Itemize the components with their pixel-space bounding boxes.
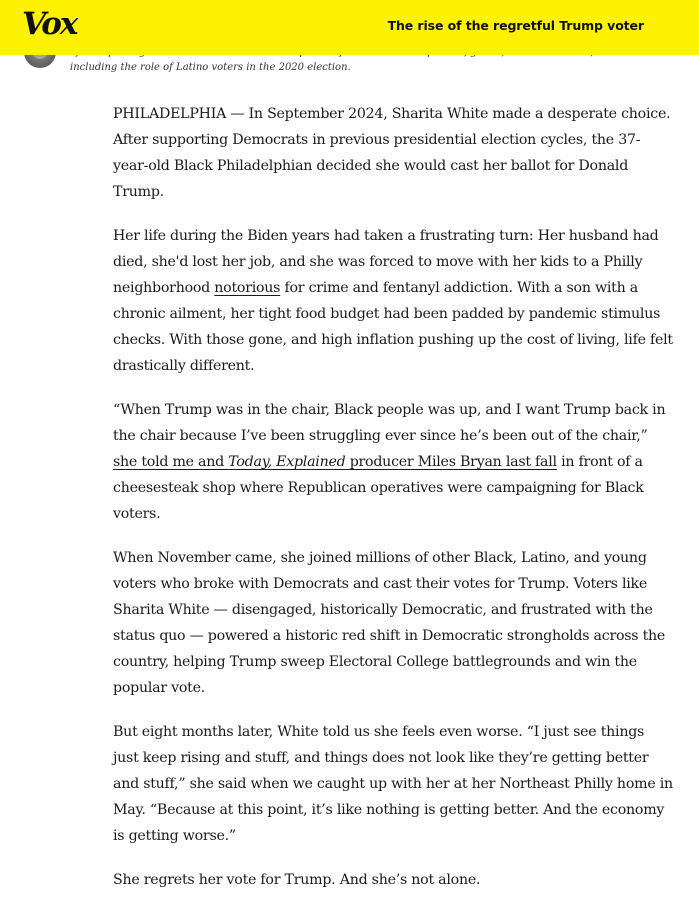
interview-link[interactable]	[113, 454, 557, 470]
paragraph-2	[113, 223, 673, 379]
article-body	[113, 101, 673, 911]
vox-logo[interactable]: Vox	[22, 6, 77, 42]
interview-link-text-b: producer Miles Bryan last fall	[345, 454, 557, 470]
paragraph-2-text-a: Her life during the Biden years had taken a frustrating turn: Her husband had died, she'd lost her job, and she was forced to move with her kids to a Philly neighborhood	[113, 228, 659, 296]
paragraph-1: PHILADELPHIA — In September 2024, Sharita White made a desperate choice. After supporting Democrats in previous presidential election cycles, the 37-year-old Black Philadelphian decided she would cast her ballot for Donald Trump.	[113, 106, 671, 200]
interview-link-text-a: she told me and	[113, 454, 229, 470]
paragraph-6: She regrets her vote for Trump. And she’s not alone.	[113, 872, 481, 888]
paragraph-2-text-b: for crime and fentanyl addiction. With a son with a chronic ailment, her tight food budget had been padded by pandemic stimulus checks. With those gone, and high inflation pushing up the cost of living, life felt drastically different.	[113, 280, 673, 374]
notorious-link[interactable]: notorious	[214, 280, 281, 296]
paragraph-3-text-a: “When Trump was in the chair, Black people was up, and I want Trump back in the chair because I’ve been struggling ever since he’s been out of the chair,”	[113, 402, 666, 444]
paragraph-3	[113, 397, 673, 527]
paragraph-3-text-b: in front of a cheesesteak shop where Republican operatives were campaigning for Black voters.	[113, 454, 644, 522]
author-bio-line2: including the role of Latino voters in the 2020 election.	[70, 62, 351, 73]
interview-link-show-name: Today, Explained	[228, 454, 346, 470]
paragraph-4: When November came, she joined millions of other Black, Latino, and young voters who broke with Democrats and cast their votes for Trump. Voters like Sharita White — disengaged, historically Democratic, and frustrated with the status quo — powered a historic red shift in Democratic strongholds across the country, helping Trump sweep Electoral College battlegrounds and win the popular vote.	[113, 550, 666, 696]
header-article-title: The rise of the regretful Trump voter	[387, 18, 644, 33]
paragraph-5: But eight months later, White told us she feels even worse. “I just see things just keep rising and stuff, and things does not look like they’re getting better and stuff,” she said when we caught up with her at her Northeast Philly home in May. “Because at this point, it’s like nothing is getting better. And the economy is getting worse.”	[113, 724, 673, 844]
site-header	[0, 0, 699, 55]
